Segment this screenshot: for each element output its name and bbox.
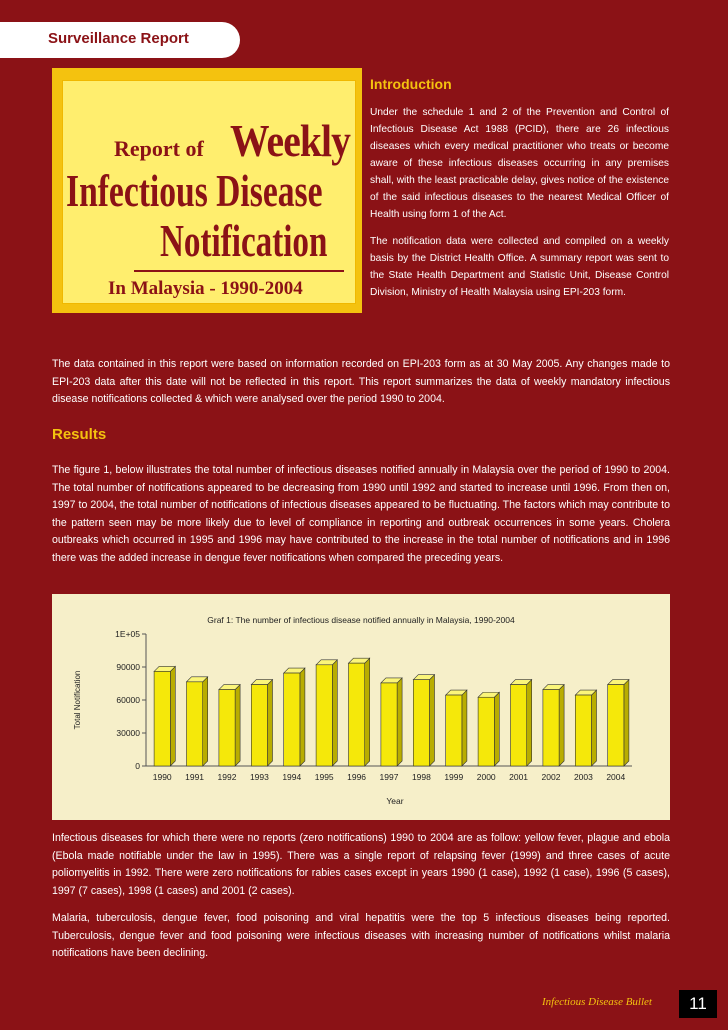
- y-tick-label: 30000: [116, 728, 140, 738]
- x-tick-label: 2003: [573, 772, 593, 782]
- zero-notifications-paragraph: Infectious diseases for which there were no reports (zero notifications) 1990 to 2004 are as follow: yellow fever, plague and ebola (Ebola made notifiable under the law in 1995). There was a single report of relapsing fever (1999) and three cases of acute poliomyelitis in 1992. There were zero notifications for rabies cases except in years 1990 (1 case), 1992 (1 case), 1996 (5 cases), 1997 (7 cases), 1998 (1 cases) and 2001 (2 cases).: [52, 832, 670, 897]
- results-heading: Results: [52, 426, 107, 443]
- title-notification: Notification: [160, 215, 328, 266]
- bar-side: [494, 692, 499, 766]
- bar: [381, 683, 397, 766]
- x-tick-label: 1990: [152, 772, 172, 782]
- title-weekly: Weekly: [230, 115, 351, 166]
- bar-side: [462, 690, 467, 766]
- section-label: Surveillance Report: [48, 30, 189, 47]
- introduction-paragraph-1: Under the schedule 1 and 2 of the Prevention and Control of Infectious Disease Act 1988 (PCID), there are 26 infectious diseases which every medical practitioner who treats or become aware of these infectious diseases occurring in any premises shall, with the least practicable delay, gives notice of the existence of the said infectious diseases to the nearest Medical Officer of Health using form 1 of the Act.: [370, 107, 669, 220]
- chart-title: Graf 1: The number of infectious disease notified annually in Malaysia, 1990-2004: [207, 615, 515, 625]
- bar: [187, 682, 203, 766]
- x-tick-label: 2004: [606, 772, 626, 782]
- bar: [608, 685, 624, 766]
- bar-side: [365, 658, 370, 766]
- x-tick-label: 2002: [541, 772, 561, 782]
- x-tick-label: 1994: [282, 772, 302, 782]
- results-paragraph: The figure 1, below illustrates the total number of infectious diseases notified annually in Malaysia over the period of 1990 to 2004. The total number of notifications appeared to be decreasing from 1990 until 1992 and started to increase until 1996. From then on, 1997 to 2004, the total number of notifications of infectious diseases appeared to be fluctuating. The factors which may contribute to the pattern seen may be more likely due to level of compliance in reporting and outbreak occurrences in some years. Cholera outbreaks which occurred in 1995 and 1996 may have contributed to the increase in the total number of notifications and in 1996 there was the added increase in dengue fever notifications when compared the preceding years.: [52, 464, 670, 564]
- bar: [154, 671, 170, 766]
- bar: [219, 690, 235, 766]
- x-tick-label: 1996: [347, 772, 367, 782]
- x-tick-label: 1995: [314, 772, 334, 782]
- bar-side: [300, 668, 305, 766]
- bar: [511, 685, 527, 766]
- bar: [543, 690, 559, 766]
- bar: [575, 695, 591, 766]
- bar-chart: [52, 594, 670, 820]
- y-tick-label: 0: [135, 761, 140, 771]
- bar: [478, 697, 494, 766]
- y-tick-label: 90000: [116, 662, 140, 672]
- chart-container: [52, 594, 670, 820]
- x-tick-label: 2000: [476, 772, 496, 782]
- bar: [446, 695, 462, 766]
- bar: [316, 665, 332, 766]
- introduction-section: [370, 76, 669, 311]
- x-tick-label: 2001: [509, 772, 529, 782]
- introduction-heading: Introduction: [370, 76, 452, 92]
- bar-side: [430, 675, 435, 766]
- x-tick-label: 1998: [411, 772, 431, 782]
- data-note-paragraph: The data contained in this report were based on information recorded on EPI-203 form as at 30 May 2005. Any changes made to EPI-203 data after this date will not be reflected in this report. This report summarizes the data of weekly mandatory infectious disease notifications collected & which were analysed over the period 1990 to 2004.: [52, 358, 670, 406]
- top-diseases-paragraph: Malaria, tuberculosis, dengue fever, food poisoning and viral hepatitis were the top 5 infectious diseases being reported. Tuberculosis, dengue fever and food poisoning were infectious diseases with increasing number of notifications whilst malaria notifications have been declining.: [52, 912, 670, 960]
- y-axis-label: Total Notification: [73, 670, 82, 730]
- section-tab: [0, 22, 240, 58]
- bar-side: [203, 677, 208, 766]
- introduction-paragraph-2: The notification data were collected and compiled on a weekly basis by the District Health Office. A summary report was sent to the State Health Department and Statistic Unit, Disease Control Division, Ministry of Health Malaysia using EPI-203 form.: [370, 236, 669, 298]
- x-tick-label: 1999: [444, 772, 464, 782]
- bar-side: [559, 685, 564, 766]
- bar-side: [527, 680, 532, 766]
- bar-side: [235, 685, 240, 766]
- footer-publication-title: Infectious Disease Bullet: [542, 996, 652, 1008]
- bar-side: [592, 690, 597, 766]
- x-axis-label: Year: [386, 796, 404, 806]
- title-report-of: Report of: [114, 136, 204, 161]
- page-number: 11: [679, 990, 717, 1018]
- title-divider: [134, 270, 344, 272]
- title-infectious-disease: Infectious Disease: [66, 165, 323, 216]
- x-tick-label: 1997: [379, 772, 399, 782]
- x-tick-label: 1993: [249, 772, 269, 782]
- bar: [284, 673, 300, 766]
- bar-side: [624, 680, 629, 766]
- y-tick-label: 60000: [116, 695, 140, 705]
- bar: [349, 663, 365, 766]
- x-tick-label: 1991: [185, 772, 205, 782]
- y-tick-label: 1E+05: [115, 629, 140, 639]
- bar-side: [397, 678, 402, 766]
- bar-side: [268, 680, 273, 766]
- bar-side: [170, 666, 175, 766]
- bar: [251, 685, 267, 766]
- bar: [413, 680, 429, 766]
- x-tick-label: 1992: [217, 772, 237, 782]
- title-subtitle: In Malaysia - 1990-2004: [108, 278, 303, 299]
- bar-side: [332, 660, 337, 766]
